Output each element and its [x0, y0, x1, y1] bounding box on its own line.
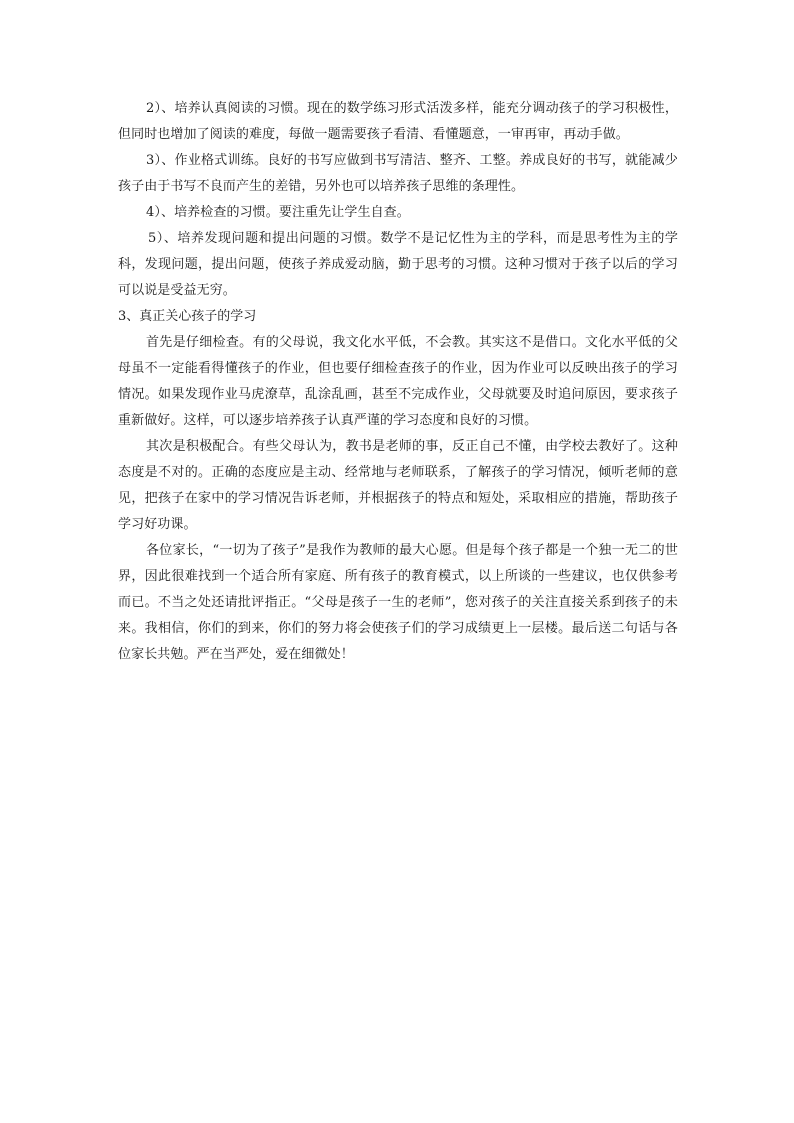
paragraph-closing-remarks: 各位家长，“一切为了孩子”是我作为教师的最大心愿。但是每个孩子都是一个独一无二的世界，因此很难找到一个适合所有家庭、所有孩子的教育模式，以上所谈的一些建议，也仅供参考而已。不当之处还请批评指正。“父母是孩子一生的老师”，您对孩子的关注直接关系到孩子的未来。我相信，你们的到来，你们的努力将会使孩子们的学习成绩更上一层楼。最后送二句话与各位家长共勉。严在当严处，爱在细微处！ [118, 543, 678, 662]
paragraph-homework-format: 3）、作业格式训练。良好的书写应做到书写清洁、整齐、工整。养成良好的书写，就能减少孩子由于书写不良而产生的差错，另外也可以培养孩子思维的条理性。 [118, 153, 678, 194]
paragraph-problem-finding: 5）、培养发现问题和提出问题的习惯。数学不是记忆性为主的学科，而是思考性为主的学科，发现问题，提出问题，使孩子养成爱动脑，勤于思考的习惯。这种习惯对于孩子以后的学习可以说是受益无穷。 [118, 231, 678, 298]
paragraph-checking-habit: 4）、培养检查的习惯。要注重先让学生自查。 [146, 205, 410, 220]
section-heading-care-for-study: 3、真正关心孩子的学习 [118, 309, 257, 324]
document-page [118, 96, 678, 668]
paragraph-reading-habit: 2）、培养认真阅读的习惯。现在的数学练习形式活泼多样，能充分调动孩子的学习积极性，但同时也增加了阅读的难度，每做一题需要孩子看清、看懂题意，一审再审，再动手做。 [118, 101, 678, 142]
paragraph-active-cooperation: 其次是积极配合。有些父母认为，教书是老师的事，反正自己不懂，由学校去教好了。这种态度是不对的。正确的态度应是主动、经常地与老师联系，了解孩子的学习情况，倾听老师的意见，把孩子在家中的学习情况告诉老师，并根据孩子的特点和短处，采取相应的措施，帮助孩子学习好功课。 [118, 439, 678, 532]
paragraph-careful-checking: 首先是仔细检查。有的父母说，我文化水平低，不会教。其实这不是借口。文化水平低的父母虽不一定能看得懂孩子的作业，但也要仔细检查孩子的作业，因为作业可以反映出孩子的学习情况。如果发现作业马虎潦草，乱涂乱画，甚至不完成作业，父母就要及时追问原因，要求孩子重新做好。这样，可以逐步培养孩子认真严谨的学习态度和良好的习惯。 [118, 335, 678, 428]
